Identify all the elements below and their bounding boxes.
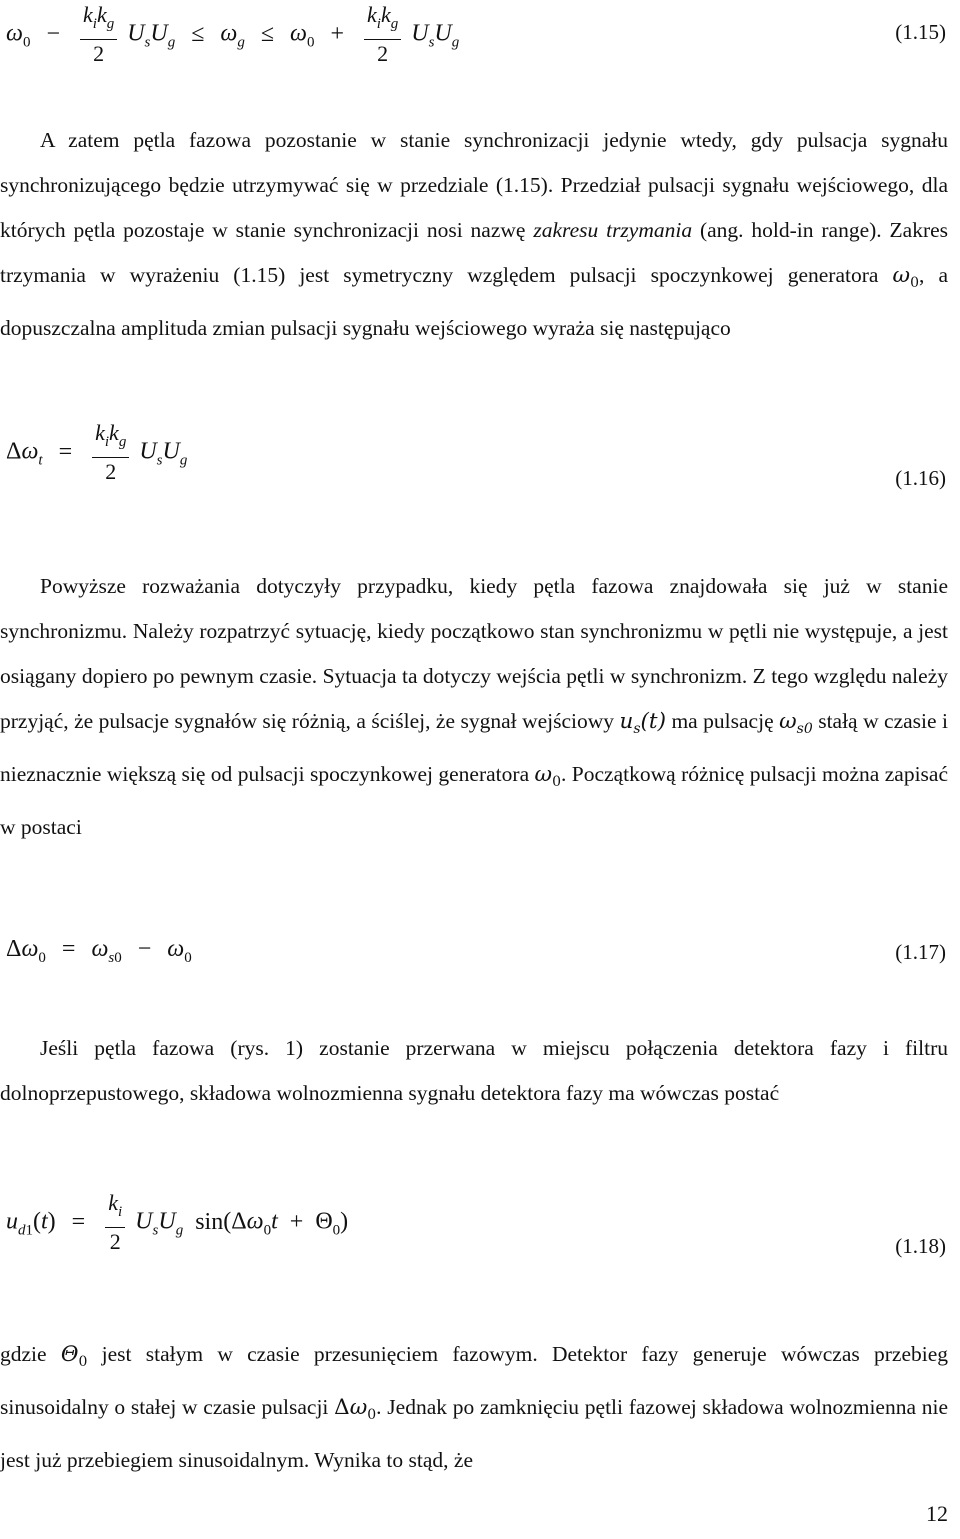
theta-zero-symbol: $\Theta_0$ bbox=[60, 1342, 88, 1370]
omega-s0-symbol: $\omega_{s0}$ bbox=[779, 709, 813, 737]
equation-1-17-body: $\Delta\omega_0 = \omega_{s0} - \omega_0$ bbox=[6, 936, 192, 966]
equation-1-15 bbox=[0, 0, 960, 70]
equation-1-16-body: $\Delta\omega_t$ = $\frac{k_ik_g}{2}$ $U_sU_g$ bbox=[6, 420, 188, 484]
paragraph-text: gdzie bbox=[0, 1342, 47, 1366]
equation-1-15-body: $\omega_0$ − $\frac{k_ik_g}{2}$ $U_sU_g \le \omega_g \le \omega_0$ + $\frac{k_ik_g}{2}$ $U_sU_g$ bbox=[6, 2, 460, 66]
equation-1-18 bbox=[0, 1188, 960, 1278]
paragraph-text: . Jednak po zamknięciu pętli fazowej składowa wolnozmienna nie jest już przebiegiem sinusoidalnym. Wynika to stąd, że bbox=[0, 1395, 949, 1472]
page-number: 12 bbox=[926, 1501, 948, 1526]
delta-omega-zero-symbol: $\Delta\omega_0$ bbox=[334, 1395, 377, 1423]
paragraph-text: ma pulsację bbox=[671, 709, 774, 733]
paragraph-text: Jeśli pętla fazowa (rys. 1) zostanie przerwana w miejscu połączenia detektora fazy i filtru dolnoprzepustowego, składowa wolnozmienna sygnału detektora fazy ma wówczas postać bbox=[0, 1036, 948, 1105]
paragraph-text: , a dopuszczalna amplituda zmian pulsacji sygnału wejściowego wyraża się następująco bbox=[0, 263, 949, 340]
paragraph-phase-shift bbox=[0, 1332, 948, 1483]
paragraph-text: Powyższe rozważania dotyczyły przypadku, kiedy pętla fazowa znajdowała się już w stanie synchronizmu. Należy rozpatrzyć sytuację, kiedy początkowo stan synchronizmu w pętli nie występuje, a jest osiągany dopiero po pewnym czasie. Sytuacja ta dotyczy wejścia pętli w synchronizm. Z tego względu należy przyjąć, że pulsacje sygnałów się różnią, a ściślej, że sygnał wejściowy bbox=[0, 574, 948, 733]
equation-number: (1.15) bbox=[895, 20, 946, 44]
omega-zero-symbol: $\omega_0$ bbox=[892, 263, 919, 291]
paragraph-text: (ang. hold-in range). Zakres trzymania w wyrażeniu (1.15) jest symetryczny względem pulsacji spoczynkowej generatora bbox=[0, 218, 949, 287]
paragraph-text: . Początkową różnicę pulsacji można zapisać w postaci bbox=[0, 762, 948, 839]
equation-1-18-body: $u_{d1}(t)$ = $\frac{k_i}{2}$ $U_sU_g$ $\sin(\Delta\omega_0t + \Theta_0)$ bbox=[6, 1190, 349, 1254]
equation-1-17 bbox=[0, 930, 960, 980]
equation-number: (1.16) bbox=[895, 466, 946, 490]
equation-1-16 bbox=[0, 420, 960, 500]
equation-number: (1.17) bbox=[895, 940, 946, 964]
equation-number: (1.18) bbox=[895, 1234, 946, 1258]
paragraph-text: stałą w czasie i nieznacznie większą się od pulsacji spoczynkowej generatora bbox=[0, 709, 949, 786]
paragraph-hold-in-range bbox=[0, 118, 948, 351]
paragraph-synchronism bbox=[0, 564, 948, 850]
paragraph-text: jest stałym w czasie przesunięciem fazowym. Detektor fazy generuje wówczas przebieg sinusoidalny o stałej w czasie pulsacji bbox=[0, 1342, 949, 1419]
sin-function: sin bbox=[195, 1208, 224, 1235]
omega-zero-symbol: $\omega_0$ bbox=[534, 762, 561, 790]
us-t-symbol: $u_s(t)$ bbox=[619, 709, 666, 737]
paragraph-open-loop bbox=[0, 1026, 948, 1116]
paragraph-text: A zatem pętla fazowa pozostanie w stanie synchronizacji jedynie wtedy, gdy pulsacja sygnału synchronizującego będzie utrzymywać się w przedziale (1.15). Przedział pulsacji sygnału wejściowego, dla których pętla pozostaje w stanie synchronizacji nosi nazwę bbox=[0, 128, 948, 242]
term-zakres-trzymania: zakresu trzymania bbox=[533, 218, 693, 242]
